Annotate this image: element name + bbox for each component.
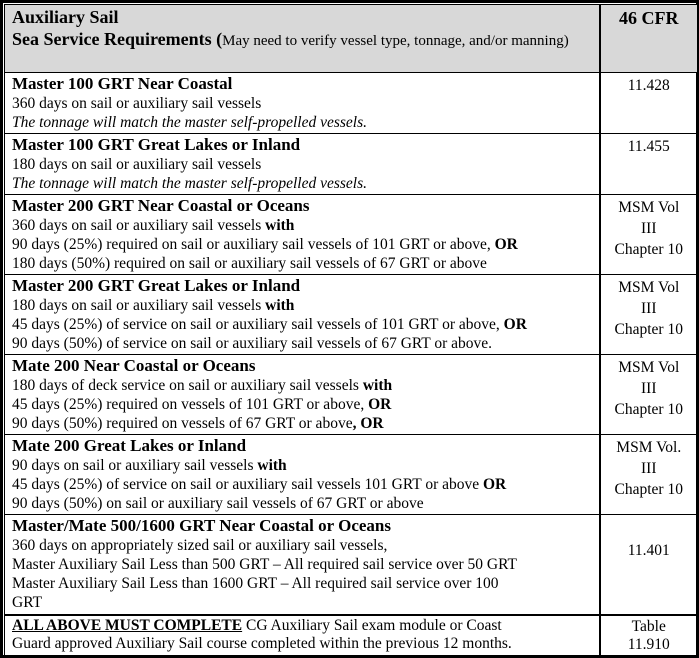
requirement-cell: [5, 355, 600, 435]
text-segment: OR: [494, 236, 518, 253]
cfr-cell: [600, 355, 698, 435]
requirement-line: [12, 395, 592, 414]
text-segment: 180 days on sail or auxiliary sail vessels: [12, 156, 262, 173]
text-segment: 45 days (25%) of service on sail or auxiliary sail vessels 101 GRT or above: [12, 476, 483, 493]
text-segment: The tonnage will match the master self-propelled vessels.: [12, 114, 368, 131]
text-segment: 180 days on sail or auxiliary sail vessels: [12, 297, 266, 314]
text-segment: OR: [503, 316, 527, 333]
requirement-line: [12, 235, 592, 254]
row-title: Master 200 GRT Great Lakes or Inland: [12, 276, 301, 295]
requirement-line: [12, 574, 592, 593]
table-header-cfr: [600, 5, 698, 73]
text-segment: 360 days on sail or auxiliary sail vessels: [12, 217, 266, 234]
cfr-reference: Chapter 10: [614, 481, 683, 498]
cfr-reference: 11.401: [627, 542, 670, 559]
text-segment: 360 days on sail or auxiliary sail vessels: [12, 95, 262, 112]
cfr-reference: MSM Vol: [618, 279, 680, 296]
text-segment: OR: [368, 396, 392, 413]
cfr-reference: MSM Vol: [618, 199, 680, 216]
requirement-cell: [5, 515, 600, 615]
text-segment: Master Auxiliary Sail Less than 1600 GRT – All required sail service over 100: [12, 575, 499, 592]
requirement-line: [12, 376, 592, 395]
text-segment: 45 days (25%) required on vessels of 101 GRT or above,: [12, 396, 369, 413]
text-segment: 90 days (50%) required on vessels of 67 GRT or above: [12, 415, 353, 432]
row-title: Mate 200 Great Lakes or Inland: [12, 436, 247, 455]
table-row: [5, 435, 698, 515]
table-header-requirements: [5, 5, 600, 73]
requirement-line: [12, 475, 592, 494]
table-header-row: [5, 5, 698, 73]
text-segment: ALL ABOVE MUST COMPLETE: [12, 616, 243, 634]
table-row: [5, 73, 698, 134]
table-row: [5, 134, 698, 195]
cfr-cell: [600, 275, 698, 355]
text-segment: GRT: [12, 594, 43, 611]
cfr-cell: [600, 195, 698, 275]
text-segment: 90 days (50%) on sail or auxiliary sail vessels of 67 GRT or above: [12, 495, 424, 512]
text-segment: 90 days on sail or auxiliary sail vessels: [12, 457, 258, 474]
row-title: Master 100 GRT Great Lakes or Inland: [12, 135, 301, 154]
requirement-line: [12, 414, 592, 433]
requirement-line: [12, 456, 592, 475]
requirement-line: [12, 635, 592, 653]
table-row: [5, 195, 698, 275]
requirement-cell: [5, 195, 600, 275]
requirement-line: [12, 174, 592, 193]
cfr-reference: III: [641, 300, 657, 317]
text-segment: 180 days (50%) required on sail or auxiliary sail vessels of 67 GRT or above: [12, 255, 487, 272]
requirement-line: [12, 617, 592, 635]
text-segment: The tonnage will match the master self-propelled vessels.: [12, 175, 368, 192]
text-segment: Master Auxiliary Sail Less than 500 GRT – All required sail service over 50 GRT: [12, 556, 517, 573]
cfr-reference: Chapter 10: [614, 401, 683, 418]
cfr-reference: III: [641, 460, 657, 477]
row-title: Master 200 GRT Near Coastal or Oceans: [12, 196, 310, 215]
cfr-reference: III: [641, 220, 657, 237]
cfr-reference: 11.455: [627, 138, 670, 155]
requirement-line: [12, 494, 592, 513]
requirement-line: [12, 94, 592, 113]
text-segment: 180 days of deck service on sail or auxiliary sail vessels: [12, 377, 363, 394]
cfr-reference: Chapter 10: [614, 321, 683, 338]
table-body: [5, 73, 698, 657]
table-title: Auxiliary Sail: [12, 7, 119, 27]
requirement-line: [12, 113, 592, 132]
requirement-cell: [5, 134, 600, 195]
row-title: Master 100 GRT Near Coastal: [12, 74, 233, 93]
subtitle-bold-text: Sea Service Requirements (: [12, 29, 223, 49]
cfr-cell: [600, 435, 698, 515]
requirement-line: [12, 536, 592, 555]
cfr-reference: Table: [631, 617, 666, 635]
requirement-line: [12, 296, 592, 315]
requirement-line: [12, 315, 592, 334]
text-segment: 90 days (25%) required on sail or auxiliary sail vessels of 101 GRT or above,: [12, 236, 495, 253]
cfr-reference: 11.428: [627, 77, 670, 94]
text-segment: Guard approved Auxiliary Sail course completed within the previous 12 months.: [12, 634, 512, 652]
requirement-line: [12, 555, 592, 574]
requirement-cell: [5, 615, 600, 657]
text-segment: with: [265, 217, 295, 234]
text-segment: , OR: [352, 415, 384, 432]
row-title: Master/Mate 500/1600 GRT Near Coastal or Oceans: [12, 516, 392, 535]
row-title: Mate 200 Near Coastal or Oceans: [12, 356, 256, 375]
table-row: [5, 515, 698, 615]
table-row: [5, 275, 698, 355]
cfr-reference: MSM Vol: [618, 359, 680, 376]
cfr-reference: 11.910: [627, 635, 670, 653]
text-segment: with: [265, 297, 295, 314]
text-segment: CG Auxiliary Sail exam module or Coast: [242, 616, 502, 634]
requirement-line: [12, 593, 592, 612]
table-subtitle: [12, 29, 592, 52]
requirement-cell: [5, 73, 600, 134]
requirement-line: [12, 216, 592, 235]
requirement-line: [12, 254, 592, 273]
text-segment: 360 days on appropriately sized sail or auxiliary sail vessels,: [12, 537, 388, 554]
cfr-column-label: 46 CFR: [619, 8, 679, 28]
cfr-cell: [600, 515, 698, 615]
table-row: [5, 615, 698, 657]
cfr-reference: MSM Vol.: [616, 439, 682, 456]
cfr-reference: Chapter 10: [614, 241, 683, 258]
requirement-line: [12, 155, 592, 174]
text-segment: 45 days (25%) of service on sail or auxiliary sail vessels of 101 GRT or above,: [12, 316, 504, 333]
text-segment: 90 days (50%) of service on sail or auxiliary sail vessels of 67 GRT or above.: [12, 335, 493, 352]
requirement-cell: [5, 275, 600, 355]
subtitle-note-text: May need to verify vessel type, tonnage, and/or manning): [222, 33, 569, 49]
table-row: [5, 355, 698, 435]
requirement-cell: [5, 435, 600, 515]
requirement-line: [12, 334, 592, 353]
text-segment: with: [257, 457, 287, 474]
cfr-cell: [600, 134, 698, 195]
cfr-reference: III: [641, 380, 657, 397]
text-segment: with: [362, 377, 393, 394]
sea-service-requirements-table: [4, 4, 698, 657]
cfr-cell: [600, 73, 698, 134]
cfr-cell: [600, 615, 698, 657]
text-segment: OR: [483, 476, 507, 493]
